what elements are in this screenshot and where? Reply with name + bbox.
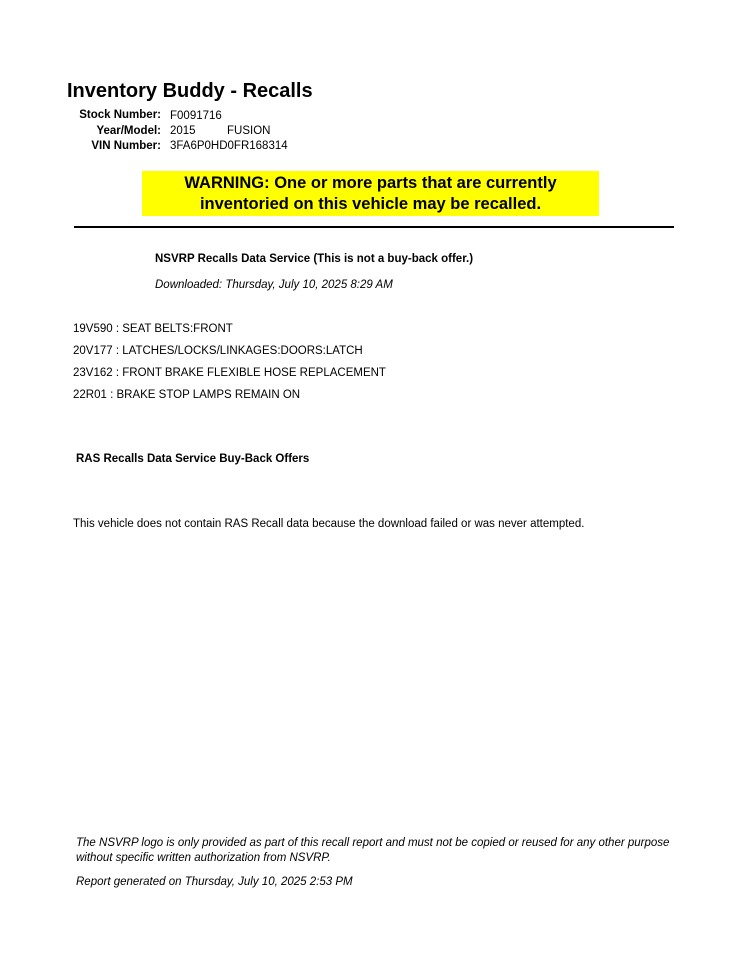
ras-status-message: This vehicle does not contain RAS Recall data because the download failed or was never attempted. — [73, 518, 585, 530]
recall-item: 23V162 : FRONT BRAKE FLEXIBLE HOSE REPLACEMENT — [73, 367, 386, 379]
nsvrp-download-timestamp: Downloaded: Thursday, July 10, 2025 8:29 AM — [155, 279, 393, 291]
vin-number-value: 3FA6P0HD0FR168314 — [170, 140, 288, 152]
year-model-label: Year/Model: — [96, 125, 161, 137]
footer-disclaimer: The NSVRP logo is only provided as part of this recall report and must not be copied or reused for any other purpose without specific written authorization from NSVRP. — [76, 837, 670, 864]
nsvrp-section-heading: NSVRP Recalls Data Service (This is not a buy-back offer.) — [155, 253, 474, 265]
warning-line-2: inventoried on this vehicle may be recalled. — [199, 194, 542, 213]
divider — [74, 226, 674, 228]
warning-line-1: WARNING: One or more parts that are currently — [184, 174, 557, 192]
report-generated-timestamp: Report generated on Thursday, July 10, 2025 2:53 PM — [76, 876, 353, 888]
stock-number-label: Stock Number: — [79, 109, 161, 121]
recall-item: 22R01 : BRAKE STOP LAMPS REMAIN ON — [73, 389, 301, 401]
recall-item: 19V590 : SEAT BELTS:FRONT — [73, 323, 233, 335]
stock-number-value: F0091716 — [170, 110, 222, 122]
warning-banner — [142, 171, 599, 216]
vin-number-label: VIN Number: — [91, 140, 161, 152]
recall-item: 20V177 : LATCHES/LOCKS/LINKAGES:DOORS:LATCH — [73, 345, 363, 357]
year-value: 2015 — [170, 125, 196, 137]
page-title: Inventory Buddy - Recalls — [67, 80, 313, 102]
ras-section-heading: RAS Recalls Data Service Buy-Back Offers — [76, 453, 310, 465]
model-value: FUSION — [227, 125, 271, 137]
